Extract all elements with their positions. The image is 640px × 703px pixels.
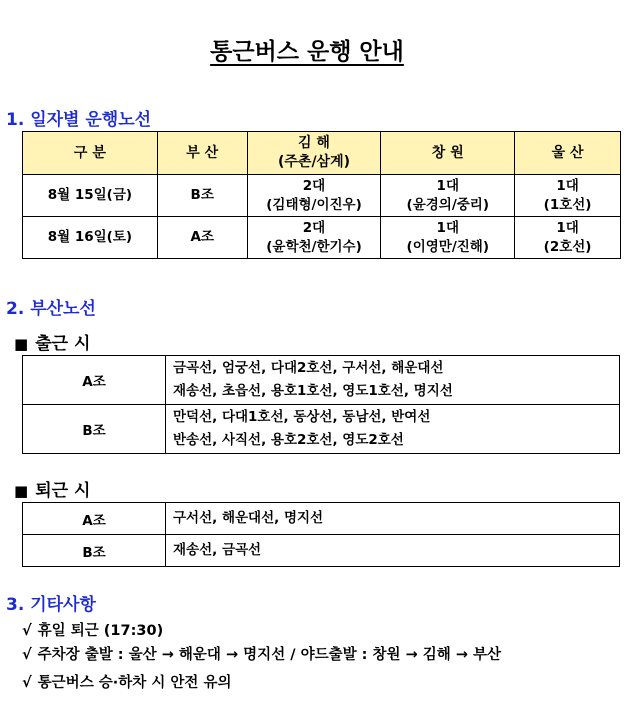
- page-title: [0, 33, 614, 66]
- changwon-count: 1대: [436, 219, 459, 236]
- changwon-names: (이영만/진해): [406, 238, 490, 255]
- row-date: 8월 16일(토): [23, 217, 158, 259]
- header-gimhae-line2: (주촌/삼계): [278, 154, 351, 170]
- row-ulsan: [515, 217, 621, 259]
- square-bullet-icon: ■: [14, 335, 29, 353]
- row-date: 8월 15일(금): [23, 175, 158, 217]
- commute-subheading: [14, 329, 90, 354]
- row-gimhae: [247, 217, 381, 259]
- leave-subheading: [14, 476, 90, 501]
- note-item: [22, 619, 163, 640]
- row-gimhae: [247, 175, 381, 217]
- section2-heading: 2. 부산노선: [6, 299, 96, 319]
- changwon-names: (윤경의/중리): [406, 196, 490, 213]
- gimhae-count: 2대: [302, 177, 326, 194]
- note-text: 주차장 출발 : 울산 → 해운대 → 명지선 / 야드출발 : 창원 → 김해 → 부산: [37, 647, 502, 663]
- ulsan-count: 1대: [556, 219, 579, 236]
- route-line: 재송선, 초읍선, 용호1호선, 영도1호선, 명지선: [173, 383, 453, 399]
- ulsan-count: 1대: [556, 177, 579, 194]
- table-row: [23, 535, 620, 567]
- section3-heading: 3. 기타사항: [6, 595, 96, 615]
- table-row: [23, 356, 620, 405]
- note-text: 휴일 퇴근 (17:30): [37, 623, 164, 639]
- commute-table: [22, 355, 620, 454]
- page-title-text: 통근버스 운행 안내: [210, 39, 404, 65]
- leave-label: 퇴근 시: [35, 481, 91, 501]
- route-line: 반송선, 사직선, 용호2호선, 영도2호선: [173, 432, 404, 448]
- changwon-count: 1대: [436, 177, 459, 194]
- row-changwon: [381, 175, 515, 217]
- table-row: [23, 217, 621, 259]
- check-icon: √: [22, 675, 32, 691]
- header-busan: 부 산: [157, 132, 247, 175]
- commute-label: 출근 시: [35, 334, 91, 354]
- route-list: 구서선, 해운대선, 명지선: [166, 503, 620, 535]
- table-row: [23, 175, 621, 217]
- note-text: 통근버스 승·하차 시 안전 유의: [37, 675, 232, 691]
- schedule-header-row: [23, 132, 621, 175]
- group-label: B조: [23, 405, 166, 454]
- row-busan: A조: [157, 217, 247, 259]
- note-item: [22, 643, 501, 664]
- header-gimhae-line1: 김 해: [298, 135, 330, 151]
- group-label: B조: [23, 535, 166, 567]
- group-label: A조: [23, 356, 166, 405]
- route-list: [166, 356, 620, 405]
- ulsan-names: (2호선): [543, 238, 592, 255]
- section1-heading: 1. 일자별 운행노선: [6, 110, 152, 130]
- schedule-table: [22, 131, 621, 259]
- check-icon: √: [22, 647, 32, 663]
- ulsan-names: (1호선): [543, 196, 592, 213]
- row-ulsan: [515, 175, 621, 217]
- gimhae-names: (김태형/이진우): [266, 196, 362, 213]
- gimhae-names: (윤학천/한기수): [266, 238, 362, 255]
- table-row: [23, 405, 620, 454]
- route-line: 만덕선, 다대1호선, 동상선, 동남선, 반여선: [173, 409, 431, 425]
- leave-table: [22, 502, 620, 567]
- table-row: [23, 503, 620, 535]
- note-item: [22, 671, 231, 692]
- route-line: 금곡선, 엄궁선, 다대2호선, 구서선, 해운대선: [173, 360, 444, 376]
- row-changwon: [381, 217, 515, 259]
- gimhae-count: 2대: [302, 219, 326, 236]
- header-gimhae: [247, 132, 381, 175]
- check-icon: √: [22, 623, 32, 639]
- header-changwon: 창 원: [381, 132, 515, 175]
- route-list: 재송선, 금곡선: [166, 535, 620, 567]
- header-gubun: 구 분: [23, 132, 158, 175]
- route-list: [166, 405, 620, 454]
- square-bullet-icon: ■: [14, 482, 29, 500]
- row-busan: B조: [157, 175, 247, 217]
- header-ulsan: 울 산: [515, 132, 621, 175]
- group-label: A조: [23, 503, 166, 535]
